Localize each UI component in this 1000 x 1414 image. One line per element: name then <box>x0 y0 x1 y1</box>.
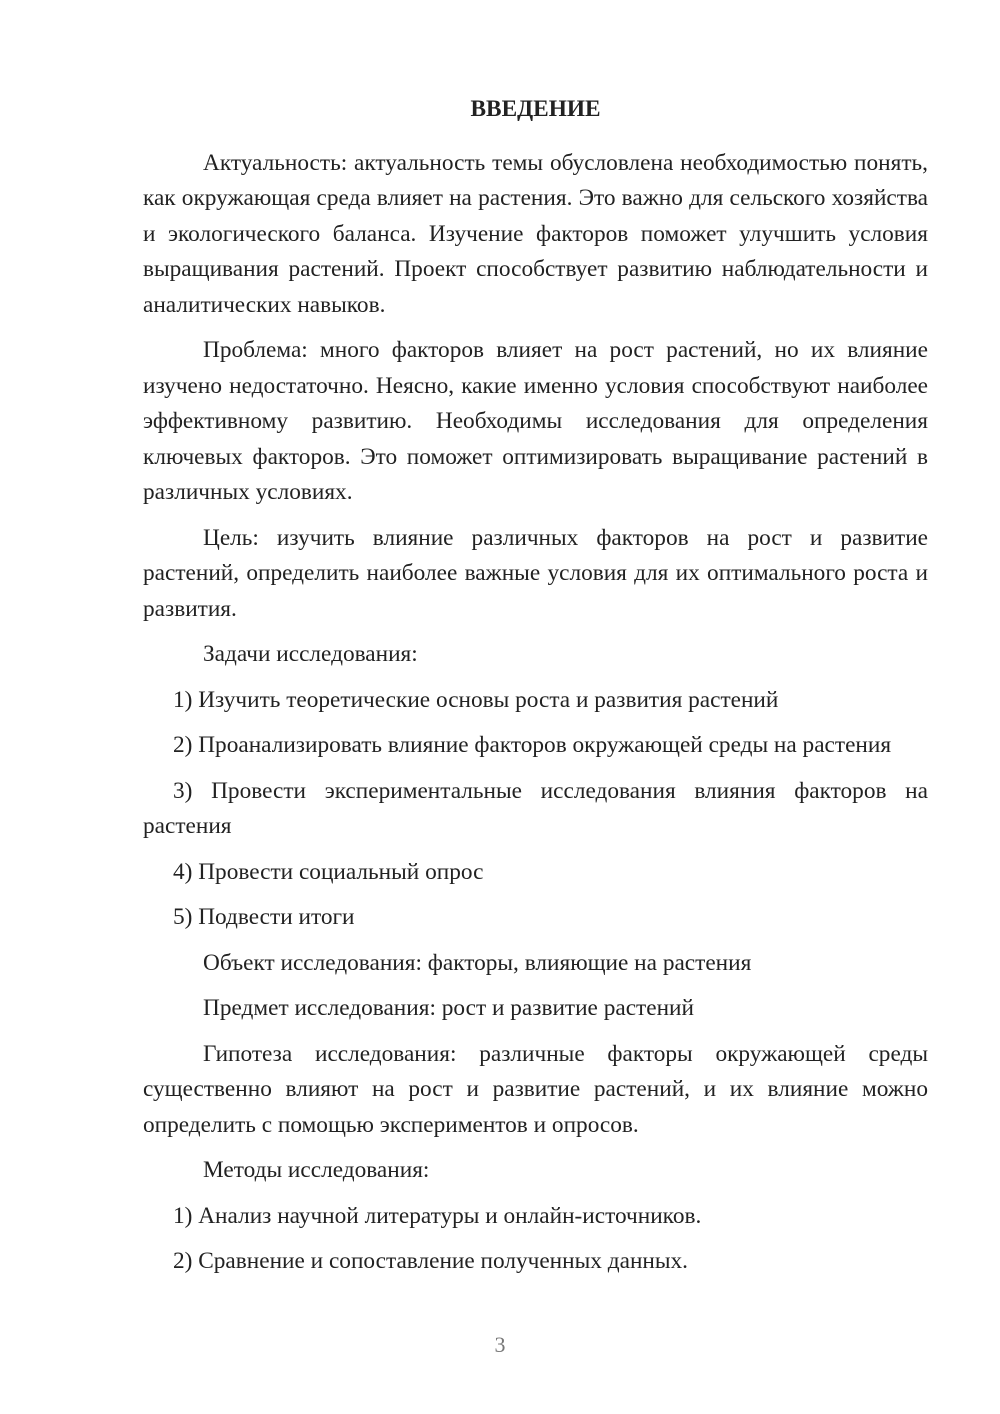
research-subject: Предмет исследования: рост и развитие растений <box>203 995 694 1021</box>
paragraph-problem: Проблема: много факторов влияет на рост растений, но их влияние изучено недостаточно. Неясно, какие именно условия способствуют наиболее эффективному развитию. Необходимы исследования для определения ключевых факторов. Это поможет оптимизировать выращивание растений в различных условиях. <box>143 337 928 505</box>
document-page <box>143 92 928 1290</box>
research-hypothesis: Гипотеза исследования: различные факторы окружающей среды существенно влияют на рост и развитие растений, и их влияние можно определить с помощью экспериментов и опросов. <box>143 1040 928 1138</box>
page-title: ВВЕДЕНИЕ <box>470 96 601 122</box>
research-object: Объект исследования: факторы, влияющие на растения <box>203 949 752 976</box>
task-item: 2) Проанализировать влияние факторов окружающей среды на растения <box>173 732 892 758</box>
paragraph-goal: Цель: изучить влияние различных факторов на рост и развитие растений, определить наиболее важные условия для их оптимального роста и развития. <box>143 524 928 622</box>
method-item: 2) Сравнение и сопоставление полученных данных. <box>173 1248 688 1274</box>
method-item: 1) Анализ научной литературы и онлайн-источников. <box>173 1202 702 1229</box>
task-item: 3) Провести экспериментальные исследования влияния факторов на растения <box>143 777 928 839</box>
task-item: 1) Изучить теоретические основы роста и развития растений <box>173 686 779 713</box>
paragraph-relevance: Актуальность: актуальность темы обусловлена необходимостью понять, как окружающая среда влияет на растения. Это важно для сельского хозяйства и экологического баланса. Изучение факторов поможет улучшить условия выращивания растений. Проект способствует развитию наблюдательности и аналитических навыков. <box>143 149 928 318</box>
methods-heading: Методы исследования: <box>203 1157 430 1183</box>
task-item: 4) Провести социальный опрос <box>173 858 484 885</box>
task-item: 5) Подвести итоги <box>173 904 355 930</box>
tasks-heading: Задачи исследования: <box>203 641 418 667</box>
page-number: 3 <box>494 1332 506 1357</box>
